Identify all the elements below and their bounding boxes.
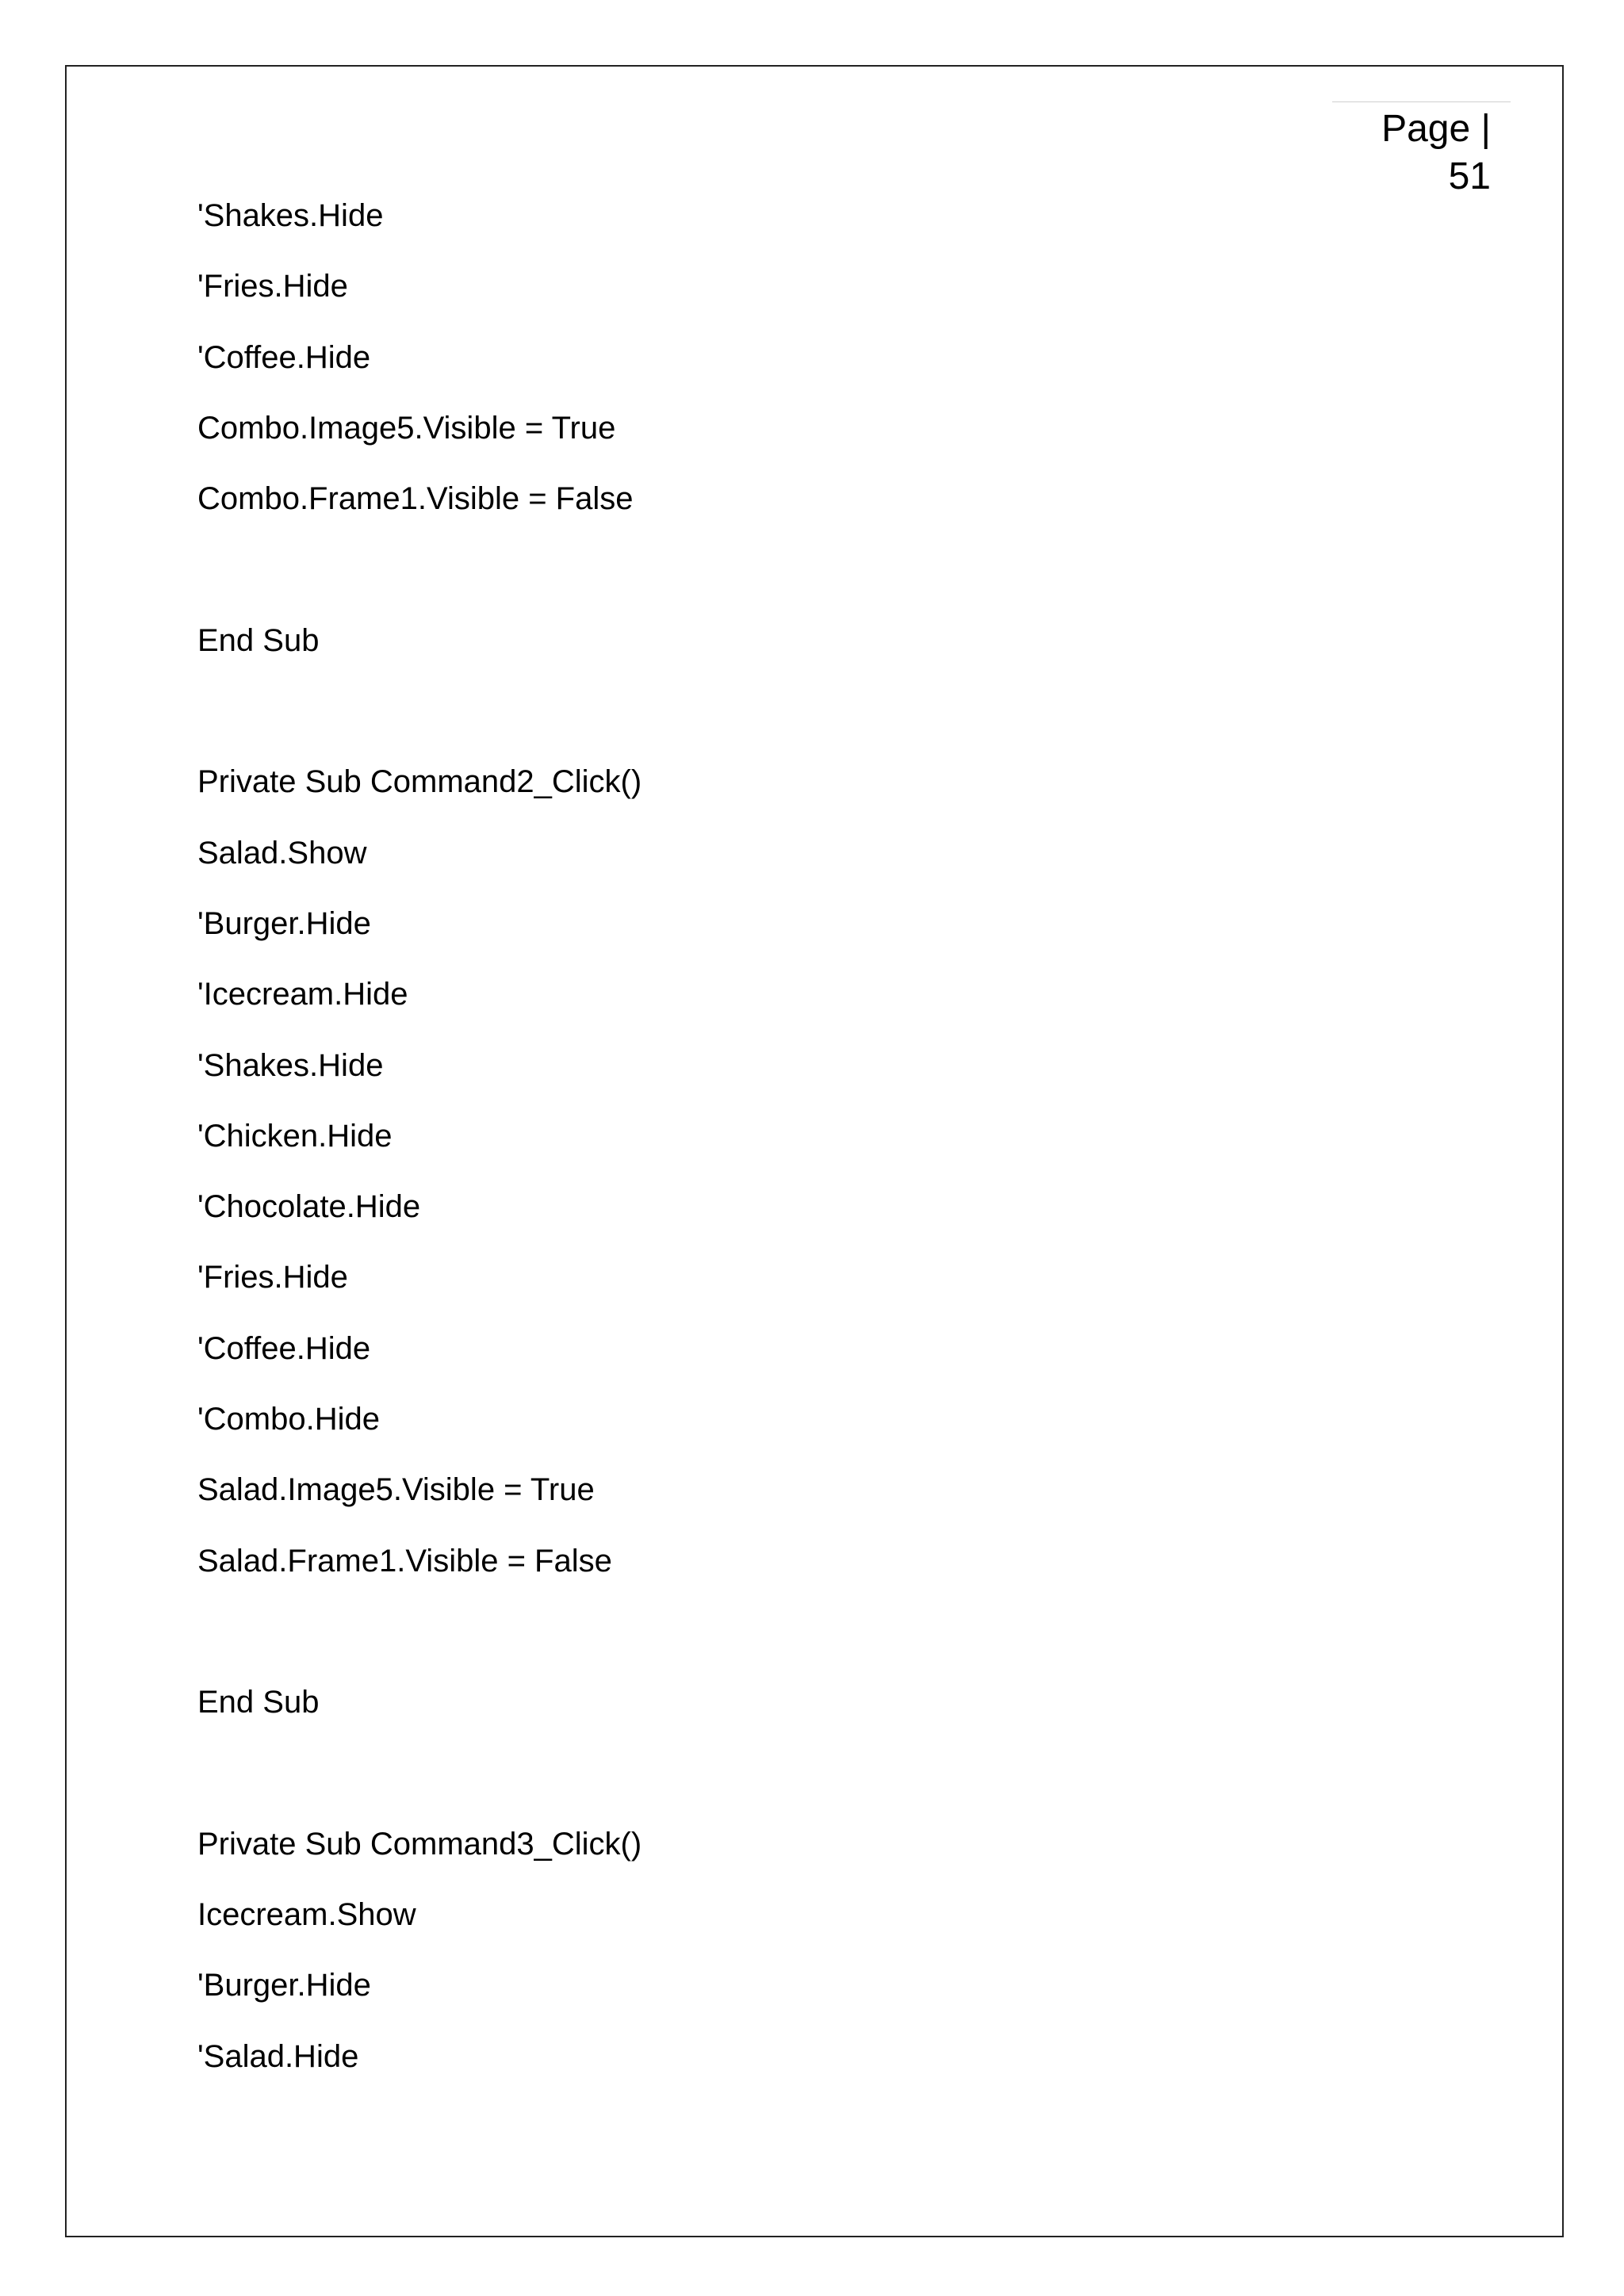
code-listing [197, 192, 642, 2103]
code-line: End Sub [197, 1685, 320, 1720]
blank-line [197, 687, 642, 758]
code-line: 'Icecream.Hide [197, 977, 408, 1012]
code-line: 'Burger.Hide [197, 905, 371, 941]
code-line: 'Burger.Hide [197, 1968, 371, 2003]
page-number: Page | 51 [1332, 101, 1511, 201]
blank-line [197, 1608, 642, 1678]
code-line: Icecream.Show [197, 1897, 416, 1933]
blank-line [197, 1750, 642, 1820]
code-line: 'Shakes.Hide [197, 1047, 384, 1083]
code-line: 'Chocolate.Hide [197, 1189, 421, 1225]
code-line: Salad.Image5.Visible = True [197, 1472, 595, 1508]
code-line: Private Sub Command3_Click() [197, 1826, 642, 1862]
blank-line [197, 545, 642, 616]
code-line: Salad.Show [197, 835, 367, 871]
code-line: Combo.Image5.Visible = True [197, 410, 616, 446]
code-line: End Sub [197, 622, 320, 658]
code-line: Private Sub Command2_Click() [197, 764, 642, 800]
code-line: 'Fries.Hide [197, 1260, 348, 1295]
code-line: Combo.Frame1.Visible = False [197, 481, 634, 517]
code-line: 'Salad.Hide [197, 2038, 359, 2074]
code-line: 'Coffee.Hide [197, 1330, 371, 1366]
code-line: Salad.Frame1.Visible = False [197, 1543, 612, 1578]
code-line: 'Shakes.Hide [197, 198, 384, 233]
code-line: 'Combo.Hide [197, 1402, 380, 1437]
code-line: 'Coffee.Hide [197, 339, 371, 375]
code-line: 'Chicken.Hide [197, 1118, 393, 1154]
code-line: 'Fries.Hide [197, 269, 348, 304]
